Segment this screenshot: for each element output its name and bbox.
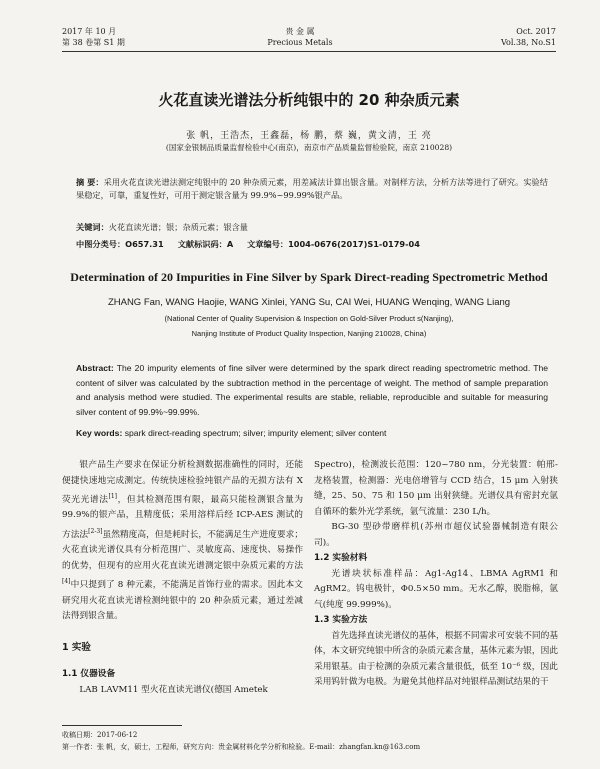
article-title-zh: 火花直读光谱法分析纯银中的 20 种杂质元素 xyxy=(158,91,460,109)
citation-1: [1] xyxy=(108,493,117,500)
intro-paragraph xyxy=(62,458,303,625)
affiliation-zh: (国家金银制品质量监督检验中心(南京)，南京市产品质量监督检验院，南京 210028) xyxy=(165,143,453,152)
footnote-received: 收稿日期：2017-06-12 xyxy=(62,731,138,739)
abstract-en-label: Abstract: xyxy=(76,363,114,373)
volume-issue-en: Vol.38, No.S1 xyxy=(500,38,556,47)
clc-number: 中图分类号：O657.31 xyxy=(76,239,164,249)
classification-line xyxy=(76,238,548,251)
abstract-zh-label: 摘 要： xyxy=(76,177,104,187)
keywords-zh-label: 关键词： xyxy=(76,222,109,232)
issue-date-en: Oct. 2017 xyxy=(516,27,556,36)
footnote-author: 第一作者：张 帆，女，硕士，工程师，研究方向：贵金属材料化学分析和检验。E-mail：zhangfan.kn@163.com xyxy=(62,743,421,751)
citation-3: [4] xyxy=(62,578,71,586)
keywords-zh-text: 火花直读光谱；银；杂质元素；银含量 xyxy=(108,222,248,232)
intro-text-4: 中只提到了 8 种元素，不能满足首饰行业的需求。因此本文研究用火花直读光谱检测纯银中的 20 种杂质元素，通过差减法得到银含量。 xyxy=(62,580,303,622)
intro-text-1: 银产品生产要求在保证分析检测数据准确性的同时，还能便捷快速地完成测定。传统快速检验纯银产品的无损方法有 X 荧光光谱法 xyxy=(62,460,303,505)
citation-2: [2-3] xyxy=(88,527,103,535)
authors-en: ZHANG Fan, WANG Haojie, WANG Xinlei, YANG Su, CAI Wei, HUANG Wenqing, WANG Liang xyxy=(107,297,511,308)
body-column-right xyxy=(314,458,558,691)
running-header-left xyxy=(62,26,125,48)
abstract-zh-text: 采用火花直读光谱法测定纯银中的 20 种杂质元素，用差减法计算出银含量。对制样方法，分析方法等进行了研究。实验结果稳定，可靠，重复性好，可用于测定银含量为 99.9%~99.99%银产品。 xyxy=(76,177,548,200)
authors-zh: 张 帆，王浩杰，王鑫磊，杨 鹏，蔡 巍，黄文清，王 亮 xyxy=(186,131,432,141)
article-number: 文章编号：1004-0676(2017)S1-0179-04 xyxy=(247,239,420,249)
document-code: 文献标识码：A xyxy=(177,239,234,249)
keywords-en-text: spark direct-reading spectrum; silver; impurity element; silver content xyxy=(124,428,387,438)
intro-text-3: 虽然精度高，但是耗时长，不能满足生产进度要求；火花直读光谱仪具有分析范围广、灵敏度高、速度快、易操作的优势，但现有的应用火花直读光谱测定银中杂质元素的方法 xyxy=(62,529,304,571)
abstract-en-text: The 20 impurity elements of fine silver were determined by the spark direct reading spectrometric method. The content of silver was calculated by the subtraction method in the percentage of weight. The method of sample preparation and analysis method were studied. The experimental results are stable, reliable, reproducible and suitable for measuring silver content of 99.9%~99.99%. xyxy=(76,363,549,417)
spectrometer-paragraph: Spectro)，检测波长范围：120~780 nm，分光装置：帕邢-龙格装置，检测器：光电倍增管与 CCD 结合，15 μm 入射狭缝，25、50、75 和 150 μm 出射狭缝。光谱仪具有密封充氩自循环的紫外光学系统，氩气流量：230 L/h。 xyxy=(314,460,558,517)
footnote-divider xyxy=(62,725,182,726)
subsection-heading-methods: 1.3 实验方法 xyxy=(314,615,368,625)
keywords-en xyxy=(76,428,548,438)
methods-paragraph: 首先选择直读光谱仪的基体，根据不同需求可安装不同的基体，本文研究纯银中所含的杂质元素含量，基体元素为银，因此采用银基。由于检测的杂质元素含量很低，低至 10⁻⁶ 级，因此采用钨针做为电极。为避免其他样品对纯银样品测试结果的干 xyxy=(314,630,558,687)
keywords-en-label: Key words: xyxy=(76,428,123,438)
instrument-paragraph: LAB LAVM11 型火花直读光谱仪(德国 Ametek xyxy=(79,684,268,695)
affiliation-en-line2: Nanjing Institute of Product Quality Inspection, Nanjing 210028, China) xyxy=(191,329,427,338)
running-header-center xyxy=(250,26,350,48)
grinder-paragraph: BG-30 型砂带磨样机(苏州市超仪试验器械制造有限公司)。 xyxy=(314,522,558,548)
affiliation-en-line1: (National Center of Quality Supervision & Inspection on Gold-Silver Product s(Nanjing), xyxy=(164,314,454,323)
intro-text-2: ，但其检测范围有限，最高只能检测银含量为 99.9%的银产品，且精度低；采用溶样后经 ICP-AES 测试的方法法 xyxy=(62,494,304,540)
subsection-heading-materials: 1.2 实验材料 xyxy=(314,553,368,563)
abstract-zh xyxy=(76,176,548,202)
section-heading-experiment: 1 实验 xyxy=(62,641,91,653)
header-divider xyxy=(62,51,556,52)
article-title-en: Determination of 20 Impurities in Fine Silver by Spark Direct-reading Spectrometric Method xyxy=(70,270,548,284)
issue-date: 2017 年 10 月 xyxy=(62,27,117,36)
volume-issue: 第 38 卷第 S1 期 xyxy=(62,38,125,47)
materials-paragraph: 光谱块状标准样品：Ag1-Ag14、LBMA AgRM1 和 AgRM2。钨电极针，Φ0.5×50 mm。无水乙醇，脱脂棉，氩气(纯度 99.999%)。 xyxy=(314,568,558,610)
subsection-heading-instruments: 1.1 仪器设备 xyxy=(62,669,116,680)
journal-name-en: Precious Metals xyxy=(267,38,333,47)
keywords-zh xyxy=(76,221,548,234)
abstract-en xyxy=(76,361,548,419)
body-column-left xyxy=(62,458,303,698)
running-header-right xyxy=(501,26,556,48)
journal-name-zh: 贵 金 属 xyxy=(285,27,315,36)
